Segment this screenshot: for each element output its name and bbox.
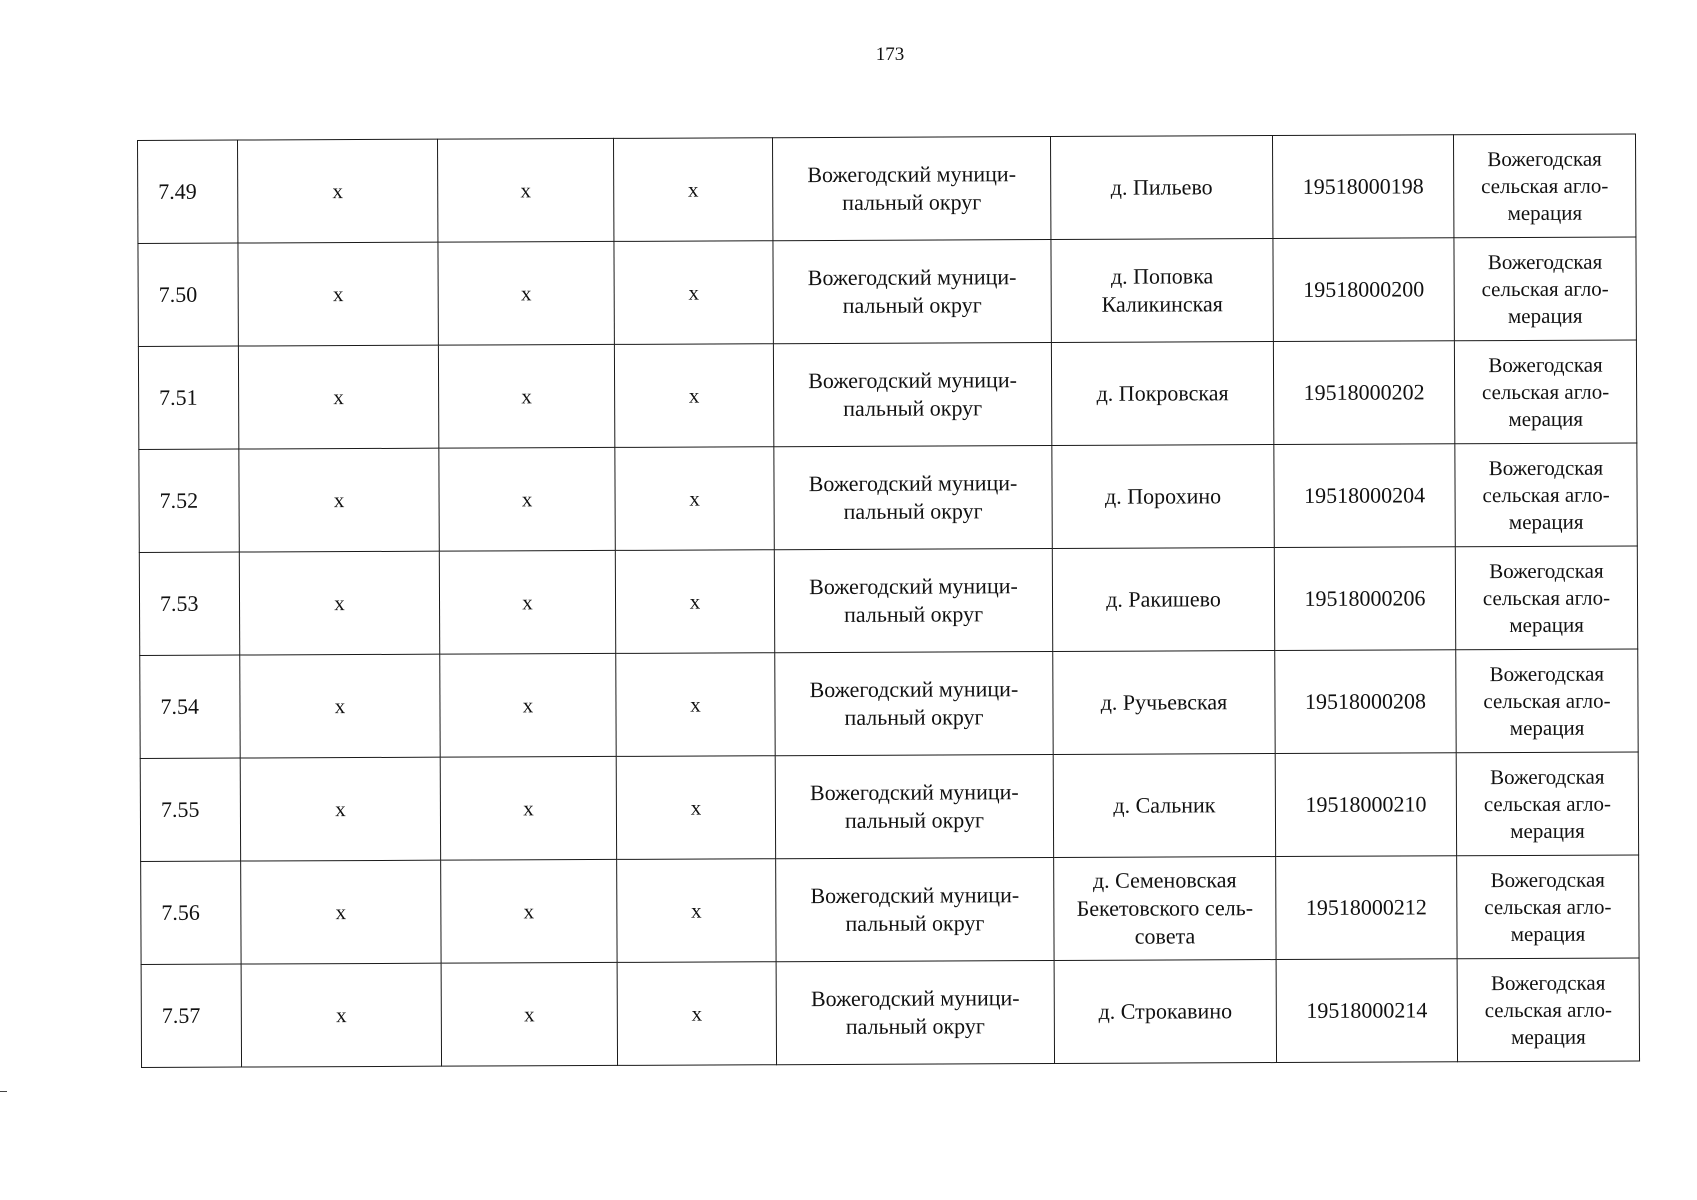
cell-agglomeration: Вожегодская сельская агло- мерация (1455, 546, 1637, 650)
cell-district: Вожегодский муници- пальный округ (773, 240, 1051, 344)
cell-code: 19518000206 (1274, 547, 1455, 651)
cell-agglomeration: Вожегодская сельская агло- мерация (1456, 752, 1638, 856)
row-number: 7.53 (139, 552, 239, 655)
cell-code: 19518000204 (1274, 444, 1455, 548)
row-number: 7.54 (140, 655, 240, 758)
cell-mark-3: x (616, 756, 775, 860)
row-number: 7.51 (138, 346, 238, 449)
table-row (140, 752, 1638, 862)
cell-district: Вожегодский муници- пальный округ (776, 961, 1054, 1065)
cell-mark-2: x (437, 138, 613, 242)
table-row (139, 546, 1637, 656)
cell-locality: д. Сальник (1053, 754, 1275, 858)
cell-mark-3: x (615, 550, 774, 654)
margin-mark (0, 1091, 7, 1092)
table-container (137, 133, 1640, 1068)
cell-locality: д. Ракишево (1052, 548, 1274, 652)
cell-locality: д. Порохино (1052, 445, 1274, 549)
cell-district: Вожегодский муници- пальный округ (775, 652, 1053, 756)
row-number: 7.57 (141, 964, 241, 1067)
cell-mark-1: x (240, 654, 440, 758)
cell-locality: д. Строкавино (1054, 960, 1276, 1064)
cell-mark-1: x (238, 139, 438, 243)
cell-mark-1: x (241, 860, 441, 964)
cell-agglomeration: Вожегодская сельская агло- мерация (1454, 340, 1636, 444)
cell-code: 19518000198 (1272, 135, 1453, 239)
cell-mark-3: x (615, 447, 774, 551)
cell-mark-2: x (439, 447, 615, 551)
cell-mark-3: x (617, 962, 776, 1066)
cell-code: 19518000200 (1273, 238, 1454, 342)
cell-district: Вожегодский муници- пальный округ (772, 137, 1050, 241)
row-number: 7.52 (139, 449, 239, 552)
row-number: 7.55 (140, 758, 240, 861)
cell-mark-1: x (240, 757, 440, 861)
cell-mark-3: x (614, 241, 773, 345)
page-number: 173 (875, 44, 905, 65)
table-row (141, 855, 1639, 965)
cell-locality: д. Семеновская Бекетовского сель- совета (1054, 857, 1276, 961)
cell-code: 19518000210 (1275, 753, 1456, 857)
table-row (141, 958, 1639, 1068)
cell-mark-1: x (238, 242, 438, 346)
cell-mark-3: x (613, 138, 772, 242)
row-number: 7.49 (138, 140, 238, 243)
cell-district: Вожегодский муници- пальный округ (773, 343, 1051, 447)
cell-locality: д. Ручьевская (1053, 651, 1275, 755)
cell-district: Вожегодский муници- пальный округ (776, 858, 1054, 962)
row-number: 7.56 (141, 861, 241, 964)
cell-agglomeration: Вожегодская сельская агло- мерация (1456, 649, 1638, 753)
table-body (138, 134, 1640, 1068)
cell-agglomeration: Вожегодская сельская агло- мерация (1457, 855, 1639, 959)
cell-mark-2: x (441, 962, 617, 1066)
table-row (138, 237, 1636, 347)
cell-agglomeration: Вожегодская сельская агло- мерация (1455, 443, 1637, 547)
settlements-table (137, 133, 1640, 1068)
cell-mark-2: x (440, 653, 616, 757)
cell-mark-1: x (241, 963, 441, 1067)
cell-mark-1: x (239, 551, 439, 655)
cell-code: 19518000208 (1275, 650, 1456, 754)
cell-mark-2: x (438, 241, 614, 345)
cell-mark-3: x (614, 344, 773, 448)
cell-code: 19518000202 (1273, 341, 1454, 445)
cell-district: Вожегодский муници- пальный округ (774, 549, 1052, 653)
cell-code: 19518000214 (1276, 959, 1457, 1063)
table-row (138, 134, 1636, 244)
cell-district: Вожегодский муници- пальный округ (775, 755, 1053, 859)
cell-mark-2: x (438, 344, 614, 448)
cell-mark-2: x (441, 859, 617, 963)
cell-district: Вожегодский муници- пальный округ (774, 446, 1052, 550)
cell-locality: д. Покровская (1051, 342, 1273, 446)
cell-mark-2: x (439, 550, 615, 654)
table-row (140, 649, 1638, 759)
cell-locality: д. Пильево (1050, 136, 1272, 240)
cell-mark-3: x (617, 859, 776, 963)
cell-locality: д. Поповка Каликинская (1051, 239, 1273, 343)
cell-agglomeration: Вожегодская сельская агло- мерация (1453, 134, 1635, 238)
cell-code: 19518000212 (1276, 856, 1457, 960)
cell-agglomeration: Вожегодская сельская агло- мерация (1454, 237, 1636, 341)
cell-agglomeration: Вожегодская сельская агло- мерация (1457, 958, 1639, 1062)
cell-mark-1: x (239, 448, 439, 552)
cell-mark-1: x (238, 345, 438, 449)
table-row (139, 443, 1637, 553)
cell-mark-2: x (440, 756, 616, 860)
row-number: 7.50 (138, 243, 238, 346)
table-row (138, 340, 1636, 450)
cell-mark-3: x (616, 653, 775, 757)
